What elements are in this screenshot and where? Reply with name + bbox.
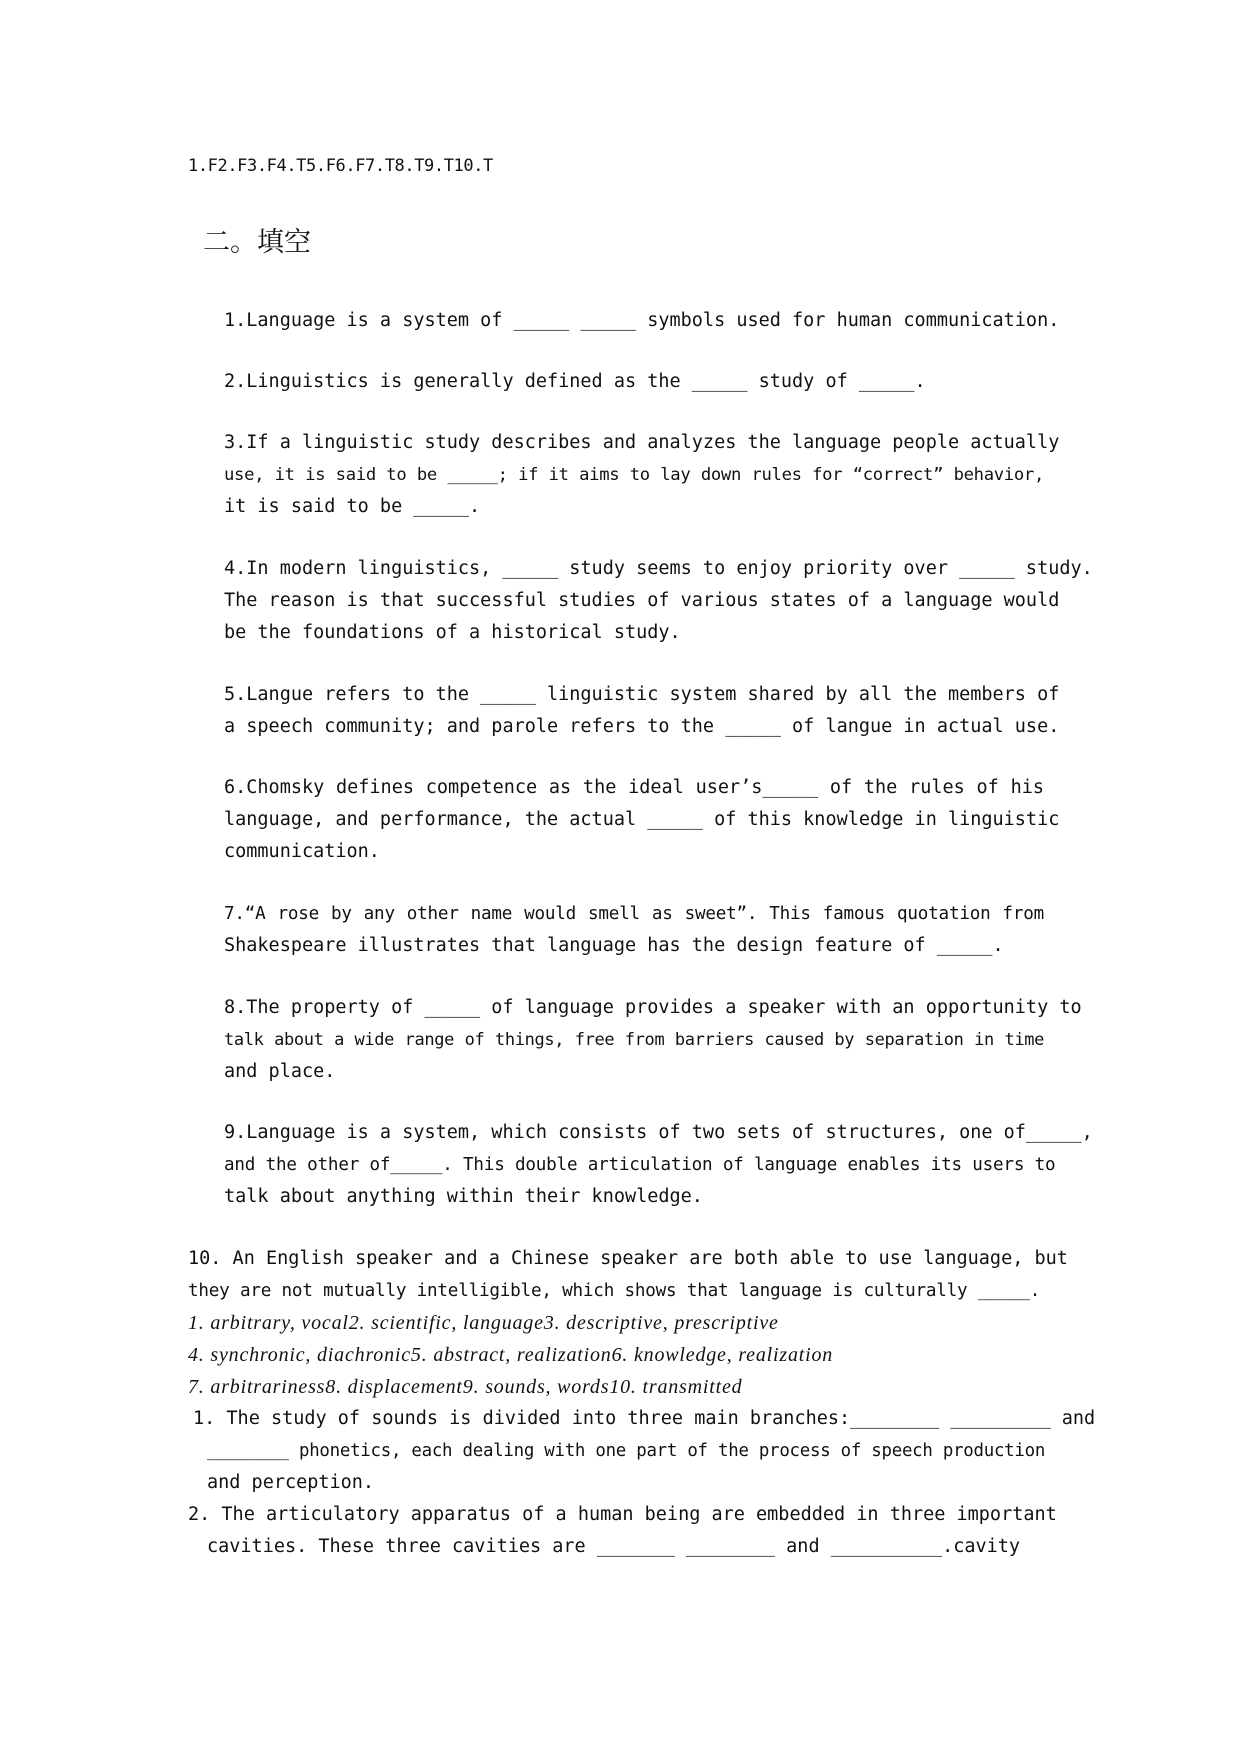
question-9-line-3: talk about anything within their knowledge. [224,1186,703,1207]
question-3-line-1: 3.If a linguistic study describes and analyzes the language people actually [224,432,1060,453]
question-8-line-3: and place. [224,1061,336,1082]
question-6-line-3: communication. [224,841,380,862]
question-3-line-2: use, it is said to be _____; if it aims to lay down rules for “correct” behavior, [224,465,1044,485]
question-5-line-2: a speech community; and parole refers to the _____ of langue in actual use. [224,716,1060,737]
section-heading: 二。填空 [203,227,311,258]
question-1-line-1: 1.Language is a system of _____ _____ symbols used for human communication. [224,310,1060,331]
question-2-line-1: 2.Linguistics is generally defined as the _____ study of _____. [224,371,926,392]
question-3-line-3: it is said to be _____. [224,496,481,517]
true-false-answer-key: 1.F2.F3.F4.T5.F6.F7.T8.T9.T10.T [188,156,493,176]
phonetics-question-1-line-1: 1. The study of sounds is divided into three main branches:________ _________ and [193,1408,1096,1429]
question-5-line-1: 5.Langue refers to the _____ linguistic system shared by all the members of [224,684,1060,705]
question-4-line-3: be the foundations of a historical study. [224,622,681,643]
question-7-line-2: Shakespeare illustrates that language has the design feature of _____. [224,935,1004,956]
question-4-line-2: The reason is that successful studies of various states of a language would [224,590,1060,611]
answers-line-2: 4. synchronic, diachronic5. abstract, realization6. knowledge, realization [188,1344,834,1366]
question-8-line-1: 8.The property of _____ of language provides a speaker with an opportunity to [224,997,1082,1018]
question-6-line-1: 6.Chomsky defines competence as the ideal user’s_____ of the rules of his [224,777,1044,798]
question-8-line-2: talk about a wide range of things, free from barriers caused by separation in time [224,1030,1044,1050]
phonetics-question-2-line-2: cavities. These three cavities are _______ ________ and __________.cavity [207,1536,1021,1557]
question-10-line-1: 10. An English speaker and a Chinese speaker are both able to use language, but [188,1248,1068,1269]
question-7-line-1: 7.“A rose by any other name would smell as sweet”. This famous quotation from [224,904,1044,924]
answers-line-1: 1. arbitrary, vocal2. scientific, language3. descriptive, prescriptive [188,1312,779,1334]
question-9-line-2: and the other of_____. This double articulation of language enables its users to [224,1155,1056,1175]
question-6-line-2: language, and performance, the actual _____ of this knowledge in linguistic [224,809,1060,830]
phonetics-question-1-line-2: ________ phonetics, each dealing with one part of the process of speech production [207,1441,1046,1461]
question-10-line-2: they are not mutually intelligible, which shows that language is culturally _____. [188,1281,1041,1301]
answers-line-3: 7. arbitrariness8. displacement9. sounds, words10. transmitted [188,1376,743,1398]
question-4-line-1: 4.In modern linguistics, _____ study seems to enjoy priority over _____ study. [224,558,1093,579]
question-9-line-1: 9.Language is a system, which consists of two sets of structures, one of_____, [224,1122,1093,1143]
phonetics-question-1-line-3: and perception. [207,1472,375,1493]
phonetics-question-2-line-1: 2. The articulatory apparatus of a human being are embedded in three important [188,1504,1057,1525]
